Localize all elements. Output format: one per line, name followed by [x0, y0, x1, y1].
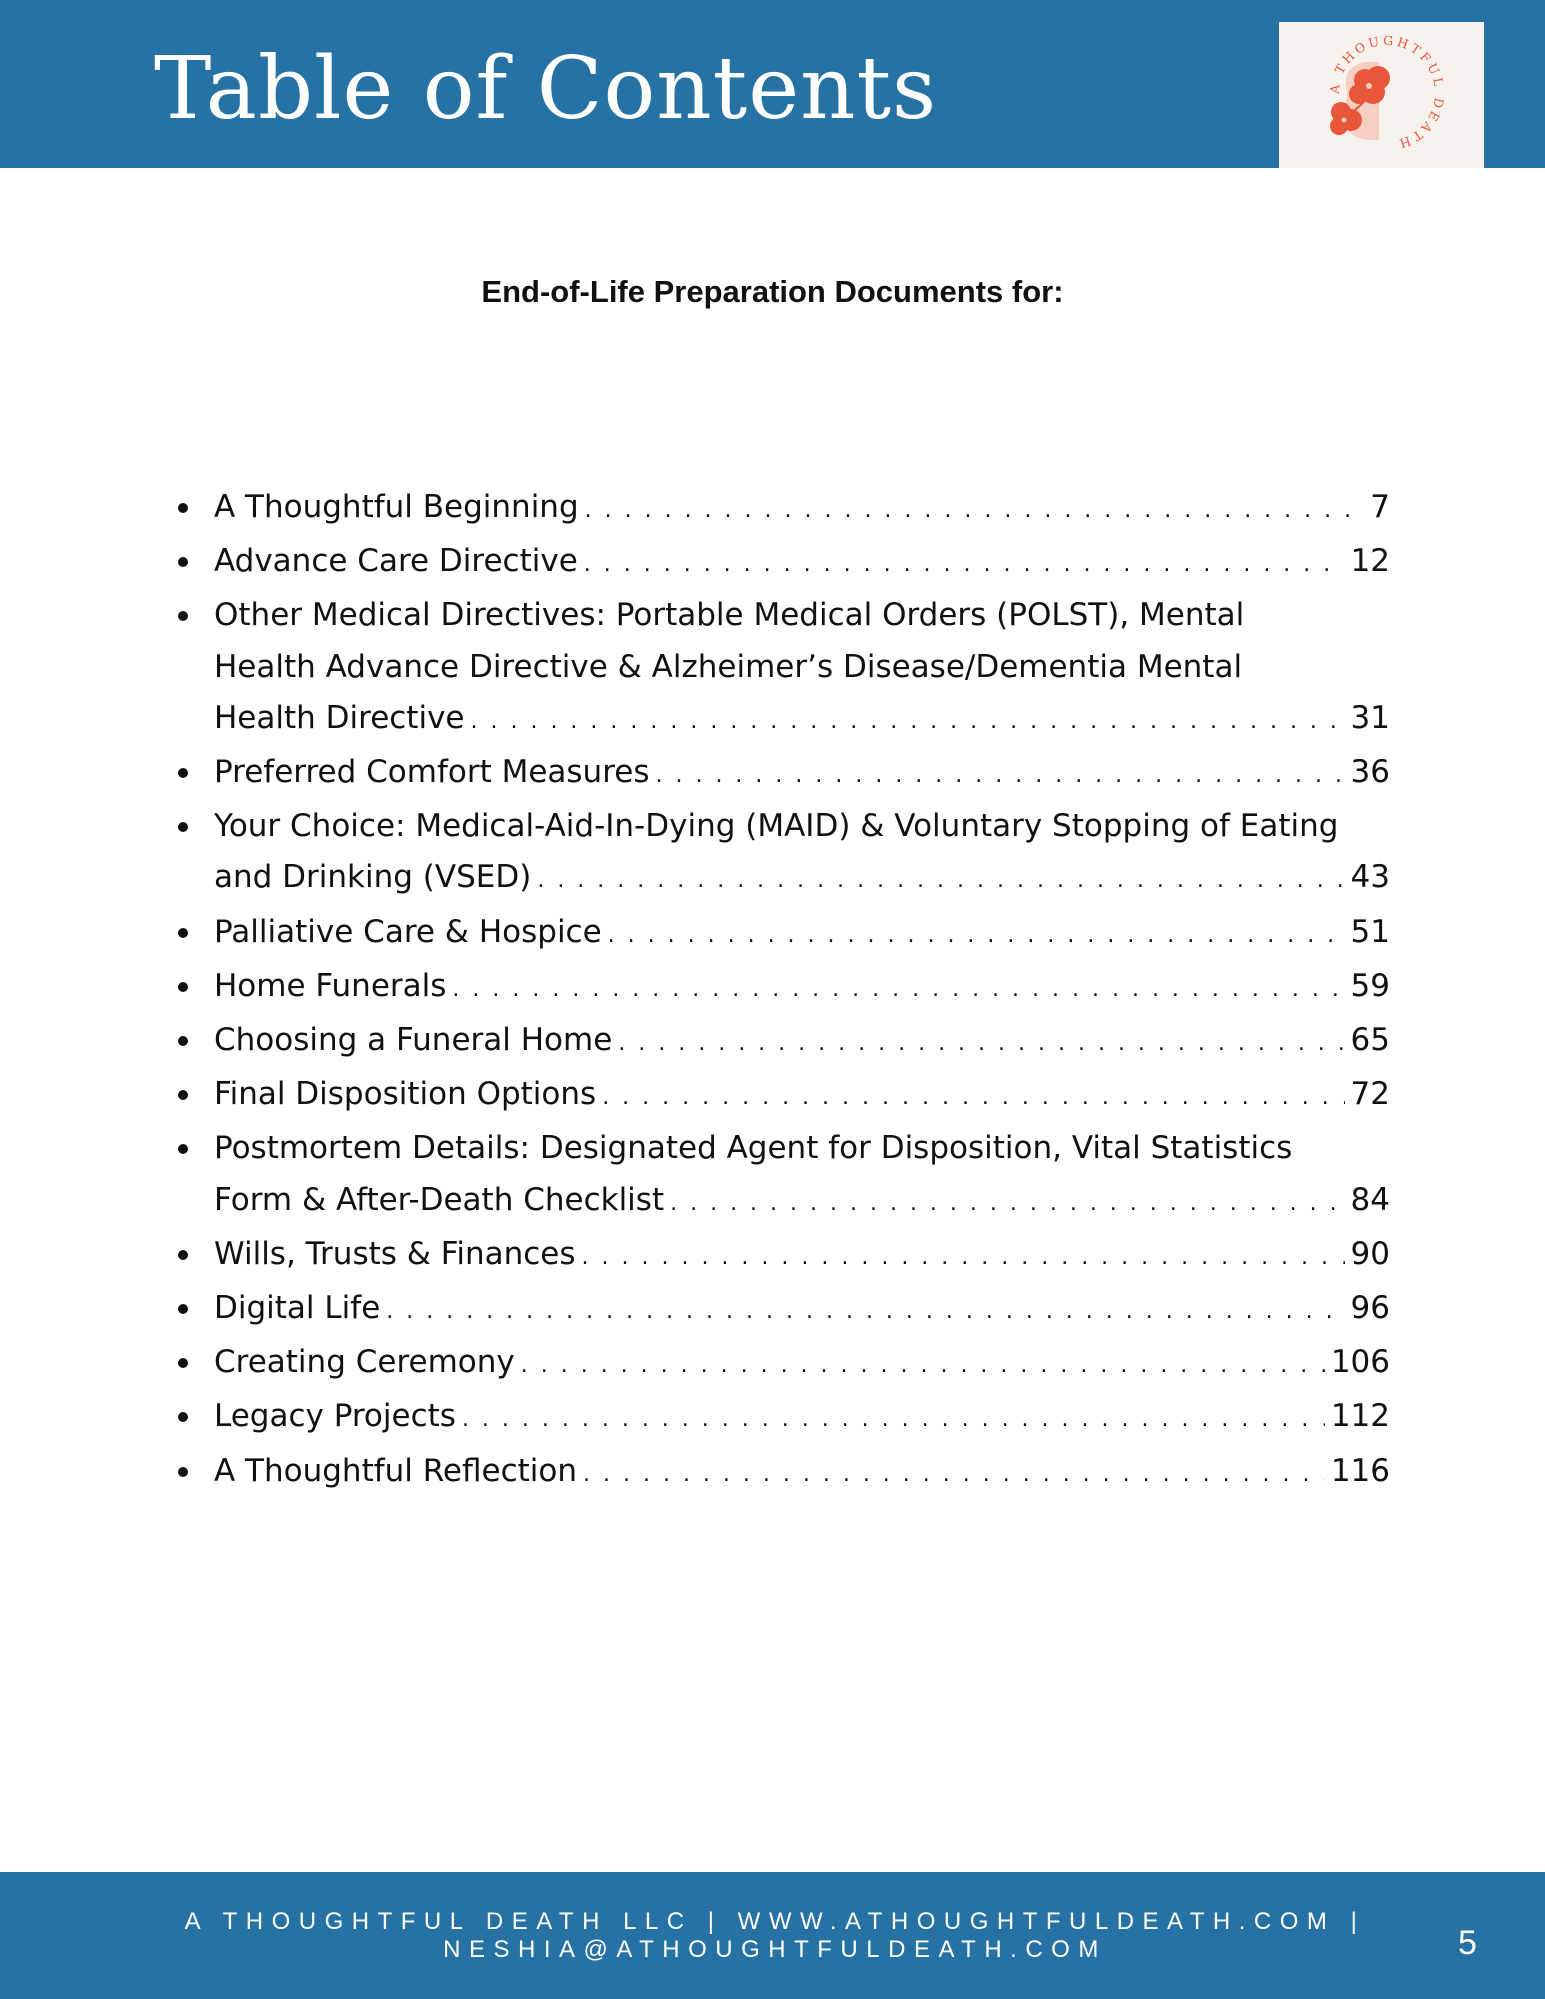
toc-entry-row: [214, 1391, 1390, 1445]
dot-leader: [582, 1232, 1345, 1283]
toc-entry-page: 96: [1350, 1290, 1390, 1327]
toc-entry: [170, 482, 1390, 536]
toc-entry-title: Advance Care Directive: [214, 543, 578, 580]
footer-line-company: A THOUGHTFUL DEATH LLC | WWW.ATHOUGHTFULDEATH.COM |: [184, 1908, 1366, 1935]
toc-entry-page: 7: [1370, 489, 1390, 525]
toc-entry-title: Form & After-Death Checklist: [214, 1181, 665, 1218]
toc-entry-row: [214, 907, 1390, 961]
toc-entry-row: [214, 693, 1390, 747]
dot-leader: [602, 1072, 1344, 1123]
toc-entry-title: A Thoughtful Reflection: [214, 1452, 578, 1489]
bullet-icon: [178, 1250, 188, 1260]
poppy-logo-icon: [1279, 22, 1484, 168]
toc-entry-row: [214, 1446, 1390, 1500]
dot-leader: [521, 1340, 1325, 1391]
toc-entry-row: [214, 1015, 1390, 1069]
dot-leader: [452, 964, 1344, 1015]
toc-entry-page: 36: [1350, 754, 1390, 791]
toc-entry: [170, 590, 1390, 747]
toc-entry-page: 112: [1330, 1398, 1390, 1435]
svg-text:A THOUGHTFUL DEATH: [1327, 33, 1447, 152]
footer-contact: [140, 1908, 1410, 1964]
logo-lettering: A THOUGHTFUL DEATH: [1326, 32, 1448, 153]
toc-entry-page: 72: [1350, 1076, 1390, 1113]
dot-leader: [584, 539, 1345, 590]
toc-entry-page: 116: [1330, 1452, 1390, 1489]
dot-leader: [462, 1394, 1325, 1445]
dot-leader: [585, 485, 1365, 536]
bullet-icon: [178, 1144, 188, 1154]
toc-entry-title-line: Your Choice: Medical-Aid-In-Dying (MAID) & Voluntary Stopping of Eating: [214, 808, 1339, 845]
toc-entry-page: 12: [1350, 543, 1390, 580]
toc-entry: [170, 747, 1390, 801]
dot-leader: [471, 696, 1345, 747]
page-title: Table of Contents: [154, 39, 938, 139]
bullet-icon: [178, 1090, 188, 1100]
toc-entry: [170, 1283, 1390, 1337]
bullet-icon: [178, 822, 188, 832]
dot-leader: [655, 750, 1344, 801]
bullet-icon: [178, 1036, 188, 1046]
toc-entry-title: Creating Ceremony: [214, 1344, 515, 1381]
toc-entry-page: 84: [1350, 1181, 1390, 1218]
bullet-icon: [178, 611, 188, 621]
bullet-icon: [178, 982, 188, 992]
brand-logo: [1279, 22, 1484, 168]
toc-entry-title: Health Directive: [214, 699, 465, 736]
toc-entry-title: Legacy Projects: [214, 1398, 456, 1435]
toc-entry-title: Choosing a Funeral Home: [214, 1022, 613, 1059]
toc-entry-title: A Thoughtful Beginning: [214, 489, 579, 525]
toc-entry-title: Wills, Trusts & Finances: [214, 1235, 576, 1272]
toc-entry-row: [214, 1175, 1390, 1229]
bullet-icon: [178, 1304, 188, 1314]
toc-entry: [170, 1391, 1390, 1445]
table-of-contents: [170, 482, 1390, 1500]
toc-entry-title: and Drinking (VSED): [214, 859, 532, 896]
toc-entry-title: Home Funerals: [214, 967, 447, 1004]
bullet-icon: [178, 503, 188, 513]
toc-entry: [170, 1229, 1390, 1283]
bullet-icon: [178, 557, 188, 567]
toc-entry: [170, 1337, 1390, 1391]
toc-entry: [170, 1446, 1390, 1500]
toc-entry: [170, 907, 1390, 961]
toc-entry-page: 90: [1350, 1235, 1390, 1272]
toc-entry: [170, 1015, 1390, 1069]
toc-entry-title-line: Health Advance Directive & Alzheimer’s Disease/Dementia Mental: [214, 648, 1243, 685]
toc-entry-row: [214, 747, 1390, 801]
page-number: 5: [1458, 1924, 1477, 1962]
bullet-icon: [178, 928, 188, 938]
dot-leader: [608, 910, 1345, 961]
toc-entry: [170, 961, 1390, 1015]
dot-leader: [618, 1018, 1344, 1069]
toc-entry: [170, 536, 1390, 590]
toc-entry-title: Digital Life: [214, 1290, 381, 1327]
document-subtitle: End-of-Life Preparation Documents for:: [481, 274, 1064, 309]
dot-leader: [537, 855, 1344, 906]
toc-entry-page: 65: [1350, 1022, 1390, 1059]
toc-entry-page: 43: [1350, 859, 1390, 896]
toc-entry-page: 51: [1350, 913, 1390, 950]
toc-entry-row: [214, 1283, 1390, 1337]
toc-entry-row: [214, 1229, 1390, 1283]
toc-entry: [170, 801, 1390, 906]
toc-entry: [170, 1123, 1390, 1228]
toc-entry-row: [214, 852, 1390, 906]
toc-entry-row: [214, 1069, 1390, 1123]
toc-entry-title: Final Disposition Options: [214, 1076, 597, 1113]
toc-entry-row: [214, 536, 1390, 590]
toc-entry-title: Preferred Comfort Measures: [214, 754, 650, 791]
toc-entry-title-line: Postmortem Details: Designated Agent for Disposition, Vital Statistics: [214, 1130, 1293, 1167]
dot-leader: [386, 1286, 1344, 1337]
toc-entry-row: [214, 482, 1390, 536]
dot-leader: [670, 1178, 1344, 1229]
toc-entry-title: Palliative Care & Hospice: [214, 913, 602, 950]
toc-entry-row: [214, 961, 1390, 1015]
bullet-icon: [178, 768, 188, 778]
toc-entry-page: 106: [1330, 1344, 1390, 1381]
dot-leader: [583, 1449, 1325, 1500]
bullet-icon: [178, 1467, 188, 1477]
bullet-icon: [178, 1358, 188, 1368]
toc-entry-title-line: Other Medical Directives: Portable Medical Orders (POLST), Mental: [214, 597, 1245, 634]
footer-line-email: NESHIA@ATHOUGHTFULDEATH.COM: [443, 1936, 1107, 1963]
toc-entry-page: 31: [1350, 699, 1390, 736]
toc-entry-page: 59: [1350, 967, 1390, 1004]
toc-entry: [170, 1069, 1390, 1123]
bullet-icon: [178, 1412, 188, 1422]
toc-entry-row: [214, 1337, 1390, 1391]
